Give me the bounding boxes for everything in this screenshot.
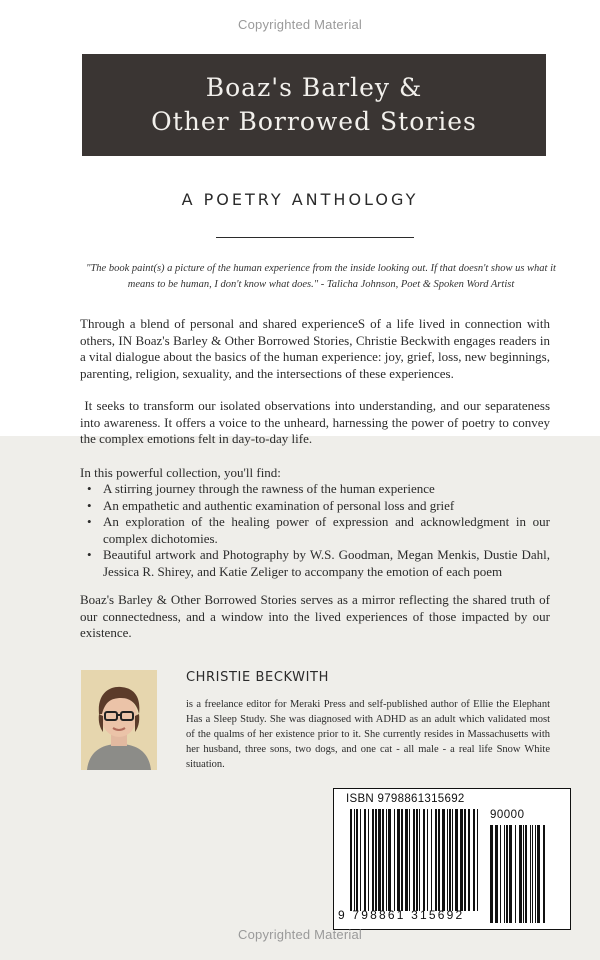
barcode-bar xyxy=(423,809,425,911)
price-code: 90000 xyxy=(490,809,525,821)
barcode-bar xyxy=(394,809,395,911)
isbn-digits: 9 798861 315692 xyxy=(338,908,465,922)
barcode-bar xyxy=(378,809,381,911)
bullet-icon: • xyxy=(87,481,92,496)
barcode-bar xyxy=(490,825,493,923)
list-item: • Beautiful artwork and Photography by W.S. Goodman, Megan Menkis, Dustie Dahl, Jessica R. Shirey, and Katie Zeliger to accompany the emotion of each poem xyxy=(87,547,550,579)
barcode-bar xyxy=(473,809,475,911)
barcode-bar xyxy=(515,825,516,923)
barcode-bar xyxy=(530,825,531,923)
barcode-bar xyxy=(364,809,366,911)
barcode-bar xyxy=(500,825,501,923)
barcode-bar xyxy=(495,825,498,923)
author-photo xyxy=(81,670,157,770)
list-item: • A stirring journey through the rawness of the human experience xyxy=(87,481,435,496)
barcode-bar xyxy=(442,809,445,911)
barcode-bar xyxy=(455,809,458,911)
description-paragraph-2-text: It seeks to transform our isolated observations into understanding, and our separateness into awareness. It offers a voice to the unheard, harnessing the power of poetry to convey the complex emotions felt in day-to-day life. xyxy=(80,398,551,446)
list-intro: In this powerful collection, you'll find: xyxy=(80,465,281,480)
barcode-bar xyxy=(388,809,391,911)
isbn-label: ISBN 9798861315692 xyxy=(346,793,465,805)
barcode-bar xyxy=(360,809,361,911)
description-paragraph-2 xyxy=(80,398,550,448)
barcode-bar xyxy=(427,809,428,911)
barcode-bar xyxy=(382,809,384,911)
barcode-bar xyxy=(416,809,418,911)
bullet-icon: • xyxy=(87,514,92,529)
barcode-bar xyxy=(525,825,527,923)
barcode-bar xyxy=(386,809,387,911)
title-line-2: Other Borrowed Stories xyxy=(151,107,477,136)
barcode-bars-addon xyxy=(490,825,545,923)
title-line-1: Boaz's Barley & xyxy=(205,73,423,102)
barcode-bar xyxy=(350,809,352,911)
description-paragraph-1: Through a blend of personal and shared experienceS of a life lived in connection with others, IN Boaz's Barley & Other Borrowed Stories, Christie Beckwith engages readers in a vital dialogue about the basics of the human experience: joy, grief, loss, new beginnings, parenting, religion, sexuality, and the intersections of these experiences. xyxy=(80,316,550,381)
barcode-bar xyxy=(460,809,463,911)
barcode-bar xyxy=(447,809,448,911)
barcode-bar xyxy=(413,809,415,911)
watermark-bottom: Copyrighted Material xyxy=(238,927,362,942)
author-bio: is a freelance editor for Meraki Press and self-published author of Ellie the Elephant Has a Sleep Study. She was diagnosed with ADHD as an adult which validated most of the qualms of her existence prior to it. She currently resides in Massachusetts with her husband, three sons, two dogs, and one cat - all male - a real life Snow White situation. xyxy=(186,699,550,770)
barcode-bar xyxy=(401,809,403,911)
highlights-list xyxy=(80,481,550,580)
barcode-bar xyxy=(477,809,478,911)
barcode-bar xyxy=(452,809,453,911)
barcode-bar xyxy=(509,825,512,923)
barcode-bar xyxy=(356,809,358,911)
barcode-bars-main xyxy=(350,809,478,911)
barcode-bar xyxy=(409,809,410,911)
isbn-barcode-box xyxy=(333,788,571,930)
subtitle: A POETRY ANTHOLOGY xyxy=(181,190,419,209)
author-name: CHRISTIE BECKWITH xyxy=(186,670,329,685)
barcode-bar xyxy=(519,825,522,923)
barcode-bar xyxy=(532,825,533,923)
list-item: • An exploration of the healing power of expression and acknowledgment in our complex dichotomies. xyxy=(87,514,550,546)
barcode-bar xyxy=(449,809,451,911)
bullet-icon: • xyxy=(87,497,92,513)
watermark-top: Copyrighted Material xyxy=(238,17,362,32)
barcode-bar xyxy=(543,825,545,923)
divider-rule xyxy=(216,237,414,238)
barcode-bar xyxy=(535,825,536,923)
closing-paragraph: Boaz's Barley & Other Borrowed Stories serves as a mirror reflecting the shared truth of our connectedness, and a window into the lived experiences of those impacted by our existence. xyxy=(80,592,550,640)
barcode-bar xyxy=(354,809,355,911)
barcode-bar xyxy=(468,809,470,911)
title-block xyxy=(82,54,546,156)
barcode-bar xyxy=(506,825,508,923)
barcode-bar xyxy=(523,825,524,923)
barcode-bar xyxy=(438,809,440,911)
list-item: • An empathetic and authentic examination of personal loss and grief xyxy=(87,497,455,513)
barcode-bar xyxy=(372,809,374,911)
barcode-bar xyxy=(537,825,540,923)
barcode-bar xyxy=(375,809,377,911)
bullet-icon: • xyxy=(87,547,92,562)
barcode-bar xyxy=(405,809,408,911)
barcode-bar xyxy=(397,809,400,911)
author-portrait-image xyxy=(81,670,157,770)
barcode-bar xyxy=(464,809,466,911)
barcode-bar xyxy=(368,809,369,911)
endorsement-quote: "The book paint(s) a picture of the human experience from the inside looking out. If that doesn't show us what it means to be human, I don't know what does." - Talicha Johnson, Poet & Spoken Word Artist xyxy=(86,263,556,290)
barcode-bar xyxy=(435,809,437,911)
barcode-bar xyxy=(431,809,432,911)
barcode-bar xyxy=(504,825,505,923)
barcode-bar xyxy=(419,809,420,911)
